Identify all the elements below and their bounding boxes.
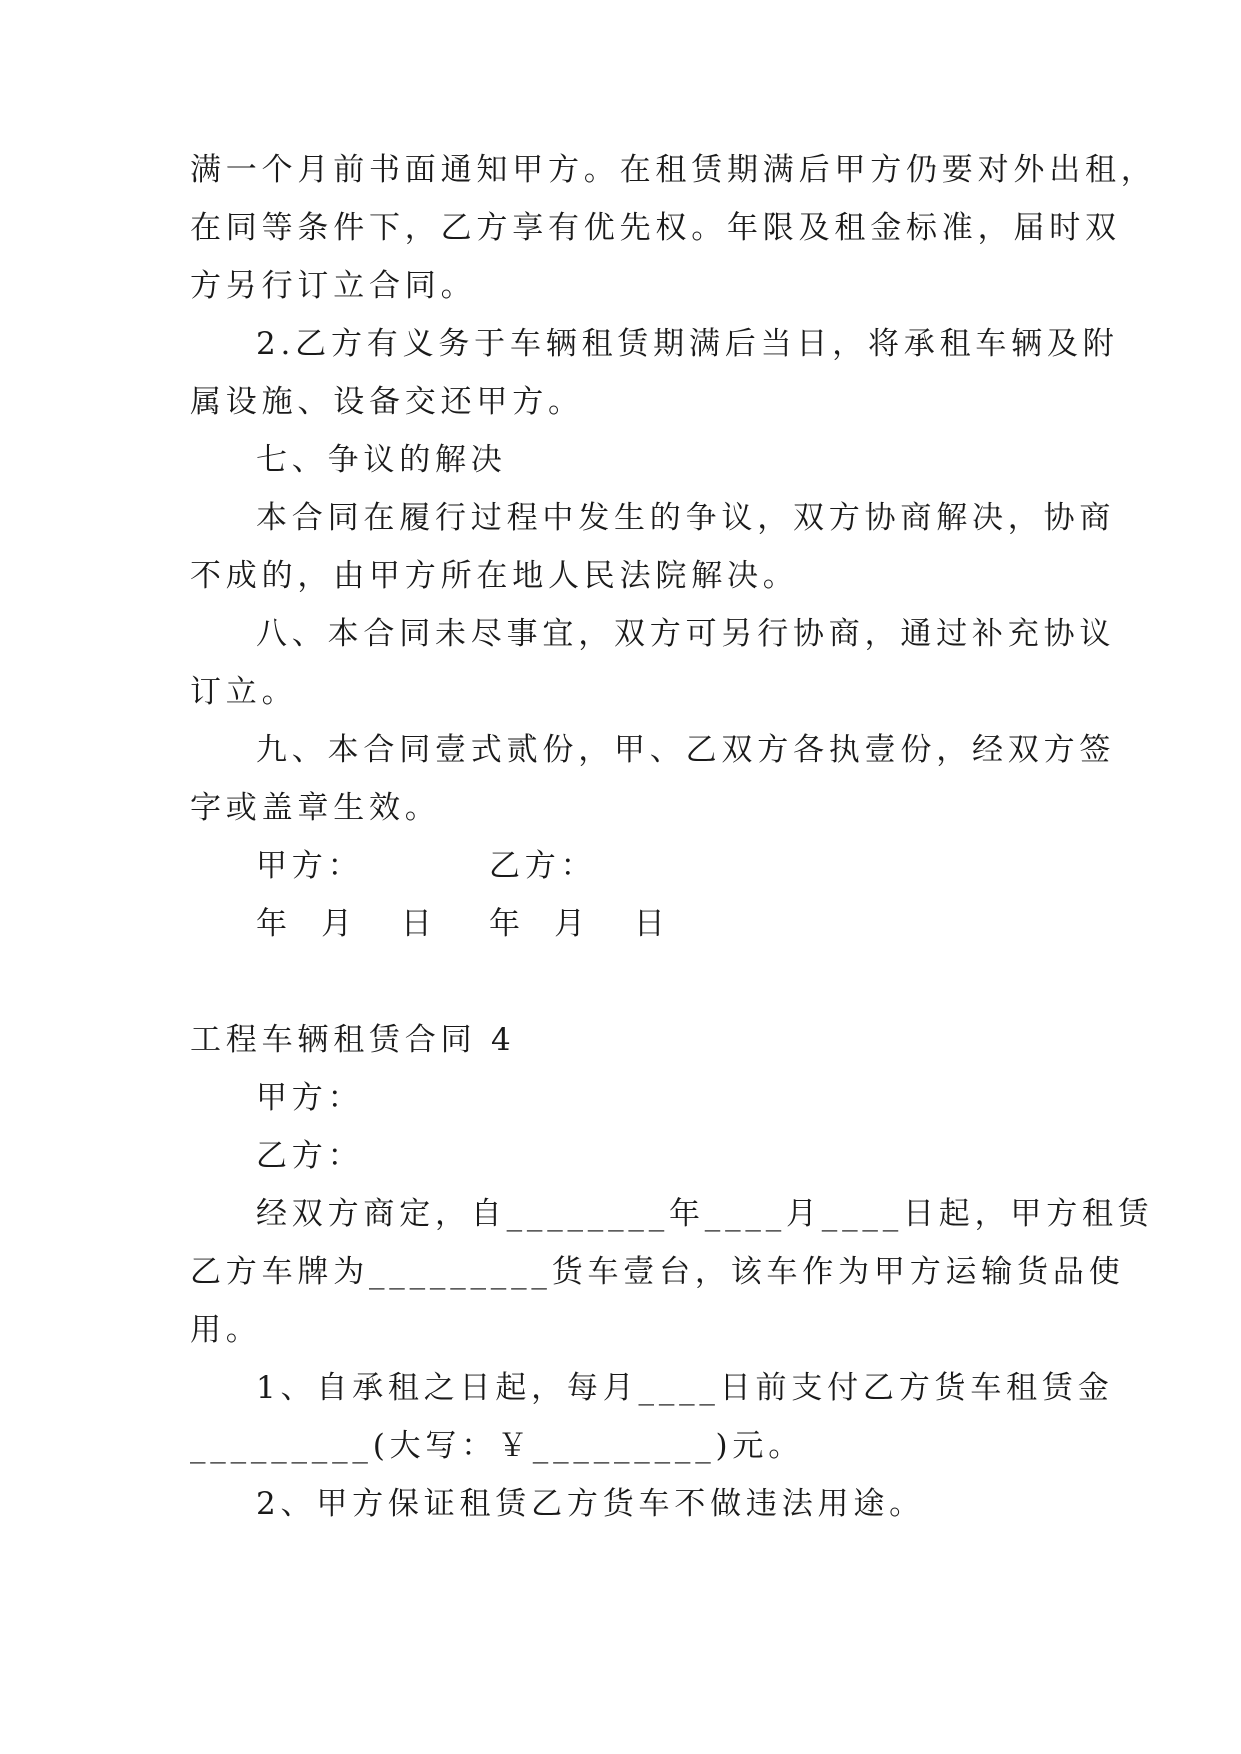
paragraph-line: 八、本合同未尽事宜，双方可另行协商，通过补充协议 bbox=[256, 616, 1116, 652]
paragraph-line: 在同等条件下，乙方享有优先权。年限及租金标准，届时双 bbox=[190, 210, 1121, 246]
party-b-signature-label: 乙方： bbox=[489, 848, 597, 884]
paragraph-line: 方另行订立合同。 bbox=[190, 268, 477, 304]
paragraph-line: 满一个月前书面通知甲方。在租赁期满后甲方仍要对外出租， bbox=[190, 152, 1157, 188]
party-b-date: 年 月 日 bbox=[489, 906, 670, 942]
paragraph-line: 经双方商定，自________年____月____日起，甲方租赁 bbox=[256, 1196, 1154, 1232]
party-a-label: 甲方： bbox=[256, 1080, 364, 1116]
paragraph-line: 属设施、设备交还甲方。 bbox=[190, 384, 584, 420]
paragraph-line: 本合同在履行过程中发生的争议，双方协商解决，协商 bbox=[256, 500, 1116, 536]
paragraph-line: 字或盖章生效。 bbox=[190, 790, 441, 826]
paragraph-line: 乙方车牌为_________货车壹台，该车作为甲方运输货品使 bbox=[190, 1254, 1125, 1290]
paragraph-line: 订立。 bbox=[190, 674, 298, 710]
section-heading: 七、争议的解决 bbox=[256, 442, 507, 478]
paragraph-line: 用。 bbox=[190, 1312, 262, 1348]
party-a-signature-label: 甲方： bbox=[256, 848, 364, 884]
party-a-date: 年 月 日 bbox=[256, 906, 437, 942]
contract-title: 工程车辆租赁合同 4 bbox=[190, 1022, 516, 1058]
paragraph-line: 2、甲方保证租赁乙方货车不做违法用途。 bbox=[256, 1486, 925, 1522]
paragraph-line: 2.乙方有义务于车辆租赁期满后当日，将承租车辆及附 bbox=[256, 326, 1119, 362]
paragraph-line: 九、本合同壹式贰份，甲、乙双方各执壹份，经双方签 bbox=[256, 732, 1116, 768]
party-b-label: 乙方： bbox=[256, 1138, 364, 1174]
paragraph-line: 不成的，由甲方所在地人民法院解决。 bbox=[190, 558, 799, 594]
paragraph-line: _________(大写：￥_________)元。 bbox=[190, 1428, 804, 1464]
paragraph-line: 1、自承租之日起，每月____日前支付乙方货车租赁金 bbox=[256, 1370, 1114, 1406]
